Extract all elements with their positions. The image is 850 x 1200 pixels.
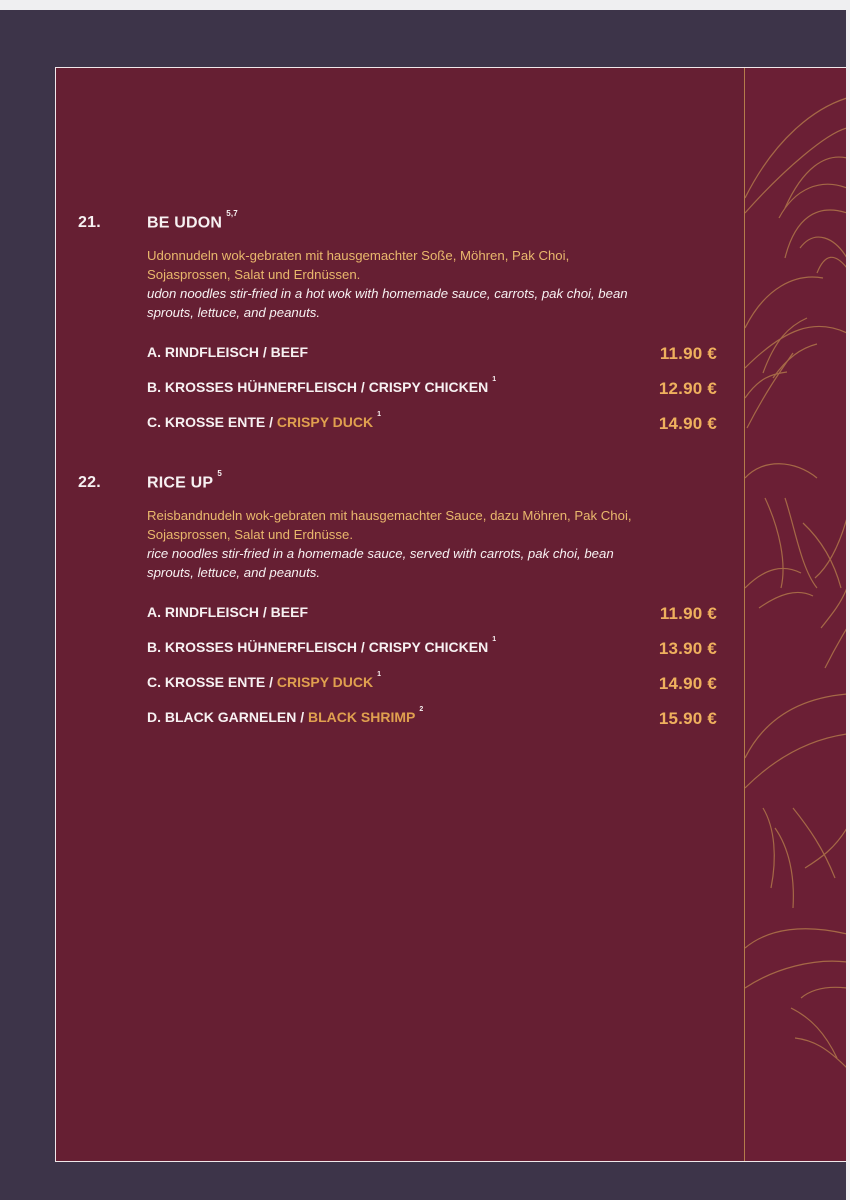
option-label-main: B. KROSSES HÜHNERFLEISCH / CRISPY CHICKEN [147, 639, 489, 655]
option-allergen: 1 [492, 376, 497, 384]
menu-option-row [147, 344, 717, 368]
dish-number: 22. [78, 474, 101, 491]
option-label-accent: CRISPY DUCK [276, 674, 374, 690]
option-label [147, 706, 424, 725]
menu-option-row [147, 636, 717, 663]
option-price: 14.90 € [658, 674, 717, 693]
menu-page [55, 67, 846, 1162]
menu-option-row [147, 604, 717, 628]
option-label-main: C. KROSSE ENTE / [147, 414, 274, 430]
description-de-line: Reisbandnudeln wok-gebraten mit hausgemachter Sauce, dazu Möhren, Pak Choi, [147, 508, 632, 523]
option-label-accent: CRISPY DUCK [276, 414, 374, 430]
lily-floral-icon [745, 68, 846, 1161]
option-label [147, 636, 497, 655]
description-en-line: udon noodles stir-fried in a hot wok with homemade sauce, carrots, pak choi, bean [147, 286, 628, 301]
menu-option-row [147, 671, 717, 698]
option-label [147, 344, 308, 360]
option-allergen: 2 [419, 706, 424, 714]
option-label-main: A. RINDFLEISCH / BEEF [147, 604, 309, 620]
option-label [147, 376, 497, 395]
option-price: 14.90 € [658, 414, 717, 433]
dish-title-text: RICE UP [147, 474, 214, 492]
description-en-line: sprouts, lettuce, and peanuts. [147, 305, 321, 320]
description-de-line: Sojasprossen, Salat und Erdnüsse. [147, 527, 353, 542]
option-label-accent: BLACK SHRIMP [308, 709, 416, 725]
dish-allergens: 5,7 [226, 209, 238, 218]
option-allergen: 1 [492, 636, 497, 644]
option-price: 15.90 € [658, 709, 717, 728]
option-label [147, 671, 382, 690]
menu-option-row [147, 411, 717, 438]
option-label-main: D. BLACK GARNELEN / [147, 709, 305, 725]
dish-number: 21. [78, 214, 101, 231]
option-label [147, 411, 382, 430]
option-price: 13.90 € [658, 639, 717, 658]
document-viewer [0, 10, 846, 1200]
menu-option-row [147, 706, 717, 733]
option-label-main: A. RINDFLEISCH / BEEF [147, 344, 309, 360]
description-de-line: Udonnudeln wok-gebraten mit hausgemachter Soße, Möhren, Pak Choi, [147, 248, 570, 263]
option-label [147, 604, 308, 620]
floral-decoration-strip [744, 68, 846, 1161]
option-allergen: 1 [377, 671, 382, 679]
dish-description [147, 506, 722, 582]
option-price: 11.90 € [659, 604, 717, 623]
option-label-main: C. KROSSE ENTE / [147, 674, 274, 690]
option-label-main: B. KROSSES HÜHNERFLEISCH / CRISPY CHICKEN [147, 379, 489, 395]
description-en-line: sprouts, lettuce, and peanuts. [147, 565, 321, 580]
dish-allergens: 5 [217, 469, 222, 478]
option-price: 12.90 € [658, 379, 717, 398]
option-allergen: 1 [377, 411, 382, 419]
option-price: 11.90 € [659, 344, 717, 363]
description-en-line: rice noodles stir-fried in a homemade sauce, served with carrots, pak choi, bean [147, 546, 614, 561]
description-de-line: Sojasprossen, Salat und Erdnüssen. [147, 267, 361, 282]
dish-title [147, 209, 238, 232]
dish-title [147, 469, 222, 492]
dish-description [147, 246, 722, 322]
dish-title-text: BE UDON [147, 214, 223, 232]
menu-option-row [147, 376, 717, 403]
